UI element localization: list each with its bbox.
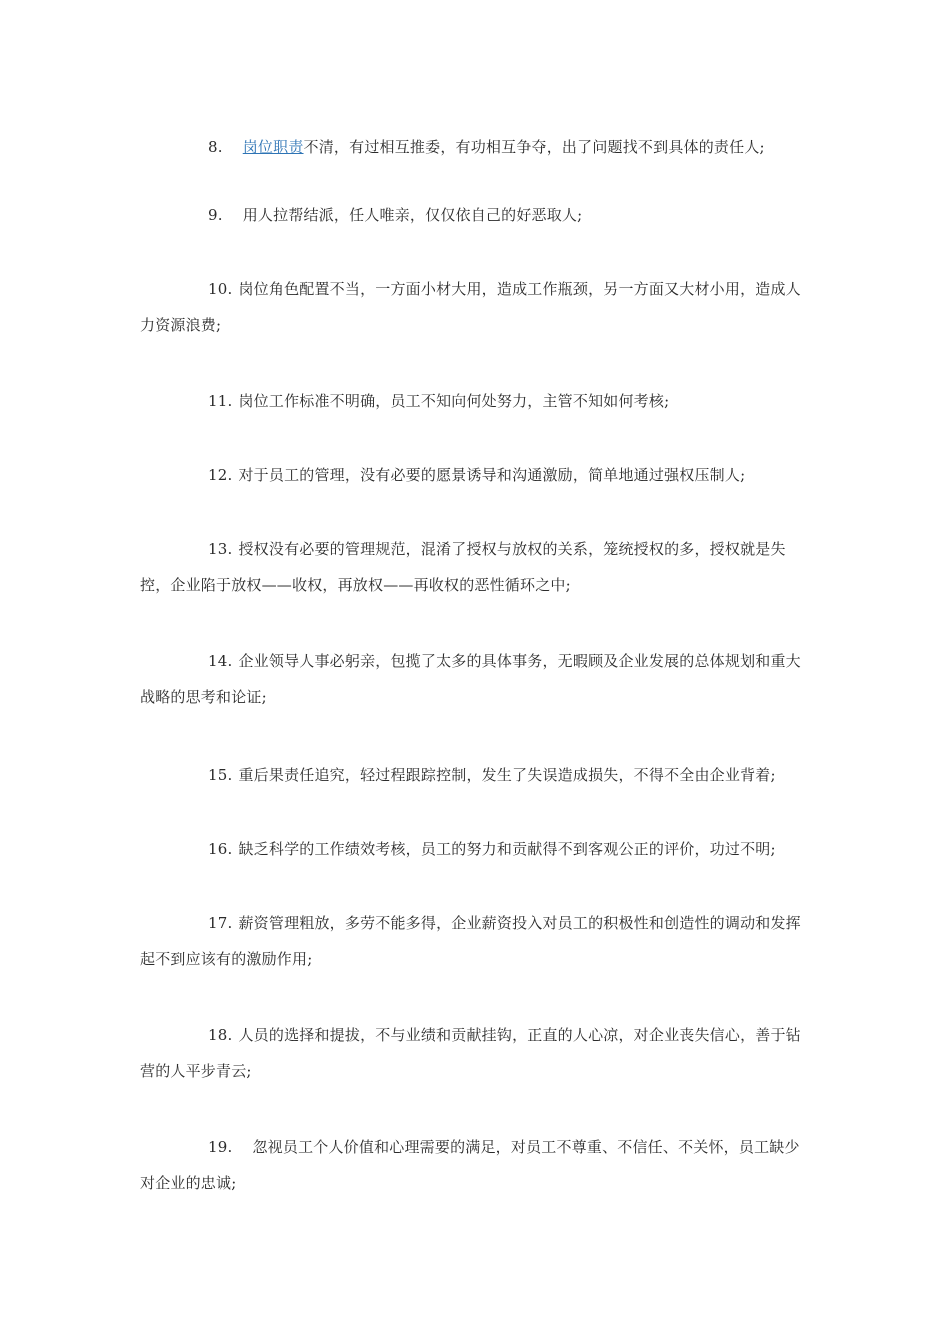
item-number: 18.	[208, 1026, 233, 1044]
list-item-9	[140, 197, 812, 233]
job-duties-link[interactable]: 岗位职责	[242, 138, 304, 156]
list-item-10	[140, 271, 812, 343]
list-item-8	[140, 129, 812, 165]
item-number: 17.	[208, 914, 233, 932]
item-text: 缺乏科学的工作绩效考核，员工的努力和贡献得不到客观公正的评价，功过不明;	[238, 840, 776, 858]
item-number: 8.	[208, 138, 223, 156]
item-text: 岗位角色配置不当，一方面小材大用，造成工作瓶颈，另一方面又大材小用，造成人力资源浪费;	[140, 280, 801, 334]
item-text: 薪资管理粗放，多劳不能多得，企业薪资投入对员工的积极性和创造性的调动和发挥起不到应该有的激励作用;	[140, 914, 801, 968]
item-number: 10.	[208, 280, 233, 298]
item-text: 对于员工的管理，没有必要的愿景诱导和沟通激励，简单地通过强权压制人;	[238, 466, 746, 484]
list-item-17	[140, 905, 812, 977]
item-text: 岗位工作标准不明确，员工不知向何处努力，主管不知如何考核;	[238, 392, 670, 410]
item-text: 企业领导人事必躬亲，包揽了太多的具体事务，无暇顾及企业发展的总体规划和重大战略的思考和论证;	[140, 652, 801, 706]
item-text: 用人拉帮结派，任人唯亲，仅仅依自己的好恶取人;	[242, 206, 583, 224]
list-item-16	[140, 831, 812, 867]
item-number: 11.	[208, 392, 233, 410]
item-text: 忽视员工个人价值和心理需要的满足，对员工不尊重、不信任、不关怀，员工缺少对企业的忠诚;	[140, 1138, 800, 1192]
item-number: 14.	[208, 652, 233, 670]
item-text: 人员的选择和提拔，不与业绩和贡献挂钩，正直的人心凉，对企业丧失信心，善于钻营的人平步青云;	[140, 1026, 801, 1080]
list-item-19	[140, 1129, 812, 1201]
item-text: 不清，有过相互推委，有功相互争夺，出了问题找不到具体的责任人;	[303, 138, 765, 156]
item-number: 13.	[208, 540, 233, 558]
item-number: 9.	[208, 206, 223, 224]
list-item-18	[140, 1017, 812, 1089]
item-number: 19.	[208, 1138, 233, 1156]
list-item-12	[140, 457, 812, 493]
list-item-14	[140, 643, 812, 715]
item-number: 15.	[208, 766, 233, 784]
item-text: 授权没有必要的管理规范，混淆了授权与放权的关系，笼统授权的多，授权就是失控，企业陷于放权——收权，再放权——再收权的恶性循环之中;	[140, 540, 786, 594]
item-number: 12.	[208, 466, 233, 484]
list-item-15	[140, 757, 812, 793]
list-item-13	[140, 531, 812, 603]
item-text: 重后果责任追究，轻过程跟踪控制，发生了失误造成损失，不得不全由企业背着;	[238, 766, 776, 784]
list-item-11	[140, 383, 812, 419]
item-number: 16.	[208, 840, 233, 858]
